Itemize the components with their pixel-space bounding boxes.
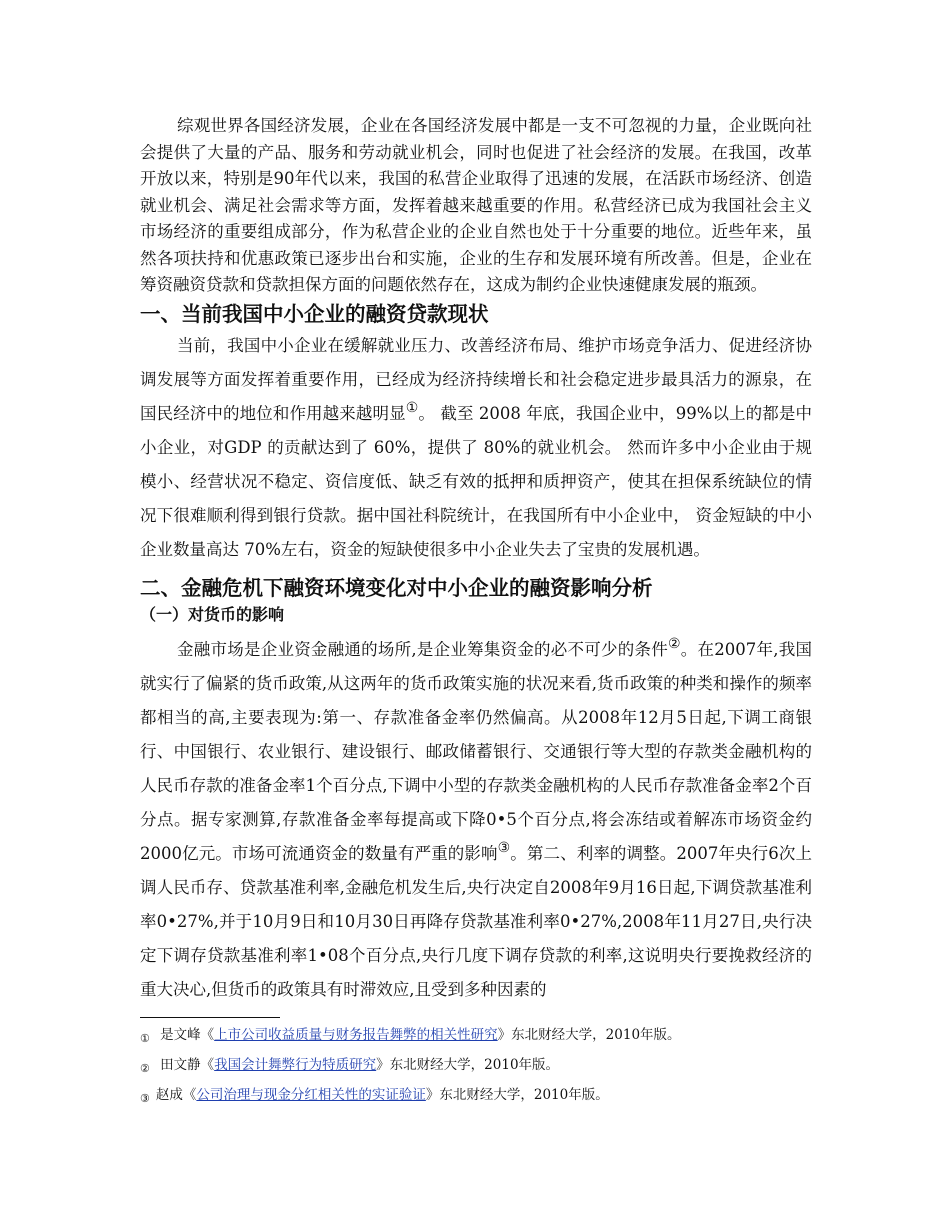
- footnote-3-prefix: 赵成《: [155, 1087, 197, 1103]
- footnote-3: [140, 1082, 840, 1112]
- footnote-ref-1[interactable]: ①: [405, 399, 419, 416]
- footnote-2-prefix: 田文静《: [155, 1057, 215, 1073]
- footnote-1: [140, 1022, 840, 1052]
- footnote-3-link[interactable]: 公司治理与现金分红相关性的实证验证: [196, 1087, 426, 1103]
- subsection-heading: （一）对货币的影响: [140, 604, 285, 624]
- section-2-paragraph: [140, 633, 812, 1007]
- footnote-1-link[interactable]: 上市公司收益质量与财务报告舞弊的相关性研究: [214, 1027, 498, 1043]
- footnote-2-link[interactable]: 我国会计舞弊行为特质研究: [214, 1057, 377, 1073]
- section-1-paragraph: [140, 329, 812, 567]
- section-2-text-c: 。第二、利率的调整。2007年央行6次上调人民币存、贷款基准利率,金融危机发生后,央行决定自2008年9月16日起,下调贷款基准利率0•27%,并于10月9日和10月30日再降存贷款基准利率0•27%,2008年11月27日,央行决定下调存贷款基准利率1•08个百分点,央行几度下调存贷款的利率,这说明央行要挽救经济的重大决心,但货币的政策具有时滞效应,且受到多种因素的: [140, 843, 812, 999]
- body-content: [140, 113, 812, 1007]
- footnote-1-prefix: 是文峰《: [155, 1027, 215, 1043]
- footnote-3-mark: ③: [140, 1092, 150, 1105]
- section-2-text-a: 金融市场是企业资金融通的场所,是企业筹集资金的必不可少的条件: [177, 639, 668, 659]
- footnote-ref-2[interactable]: ②: [668, 635, 681, 652]
- footnotes: [140, 1022, 840, 1112]
- footnote-2: [140, 1052, 840, 1082]
- section-1-text-b: 。 截至 2008 年底，我国企业中，99%以上的都是中小企业，对GDP 的贡献达到了 60%，提供了 80%的就业机会。 然而许多中小企业由于规模小、经营状况不稳定、资信度低、缺乏有效的抵押和质押资产，使其在担保系统缺位的情况下很难顺利得到银行贷款。据中国社科院统计，在我国所有中小企业中， 资金短缺的中小企业数量高达 70%左右，资金的短缺使很多中小企业失去了宝贵的发展机遇。: [140, 403, 813, 559]
- section-2-text-b: 。在2007年,我国就实行了偏紧的货币政策,从这两年的货币政策实施的状况来看,货币政策的种类和操作的频率都相当的高,主要表现为:第一、存款准备金率仍然偏高。从2008年12月5日起,下调工商银行、中国银行、农业银行、建设银行、邮政储蓄银行、交通银行等大型的存款类金融机构的人民币存款的准备金率1个百分点,下调中小型的存款类金融机构的人民币存款准备金率2个百分点。据专家测算,存款准备金率每提高或下降0•5个百分点,将会冻结或着解冻市场资金约2000亿元。市场可流通资金的数量有严重的影响: [140, 639, 812, 863]
- footnote-2-mark: ②: [140, 1062, 150, 1075]
- footnote-1-mark: ①: [140, 1032, 150, 1045]
- footnote-divider: [140, 1017, 280, 1018]
- section-1-heading: 一、当前我国中小企业的融资贷款现状: [140, 301, 489, 326]
- intro-paragraph: 综观世界各国经济发展，企业在各国经济发展中都是一支不可忽视的力量，企业既向社会提供了大量的产品、服务和劳动就业机会，同时也促进了社会经济的发展。在我国，改革开放以来，特别是90年代以来，我国的私营企业取得了迅速的发展，在活跃市场经济、创造就业机会、满足社会需求等方面，发挥着越来越重要的作用。私营经济已成为我国社会主义市场经济的重要组成部分，作为私营企业的企业自然也处于十分重要的地位。近些年来，虽然各项扶持和优惠政策已逐步出台和实施，企业的生存和发展环境有所改善。但是，企业在筹资融资贷款和贷款担保方面的问题依然存在，这成为制约企业快速健康发展的瓶颈。: [140, 116, 812, 294]
- section-2-heading: 二、金融危机下融资环境变化对中小企业的融资影响分析: [140, 575, 653, 600]
- footnote-ref-3[interactable]: ③: [497, 839, 511, 856]
- footnote-1-suffix: 》东北财经大学，2010年版。: [497, 1027, 681, 1043]
- section-1-text-a: 当前，我国中小企业在缓解就业压力、改善经济布局、维护市场竞争活力、促进经济协调发展等方面发挥着重要作用，已经成为经济持续增长和社会稳定进步最具活力的源泉，在国民经济中的地位和作用越来越明显: [140, 335, 812, 423]
- footnote-2-suffix: 》东北财经大学，2010年版。: [376, 1057, 560, 1073]
- footnote-3-suffix: 》东北财经大学，2010年版。: [425, 1087, 609, 1103]
